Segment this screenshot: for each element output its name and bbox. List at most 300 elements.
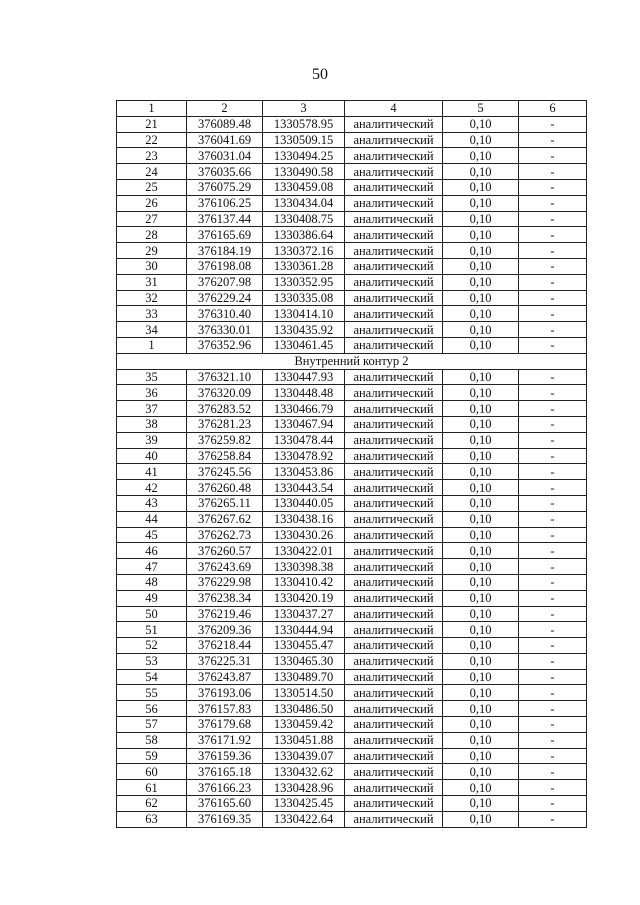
method-cell: аналитический [345,227,443,243]
table-row [117,732,587,748]
point-number-cell: 24 [117,164,187,180]
y-coordinate-cell: 1330459.08 [263,179,345,195]
y-coordinate-cell: 1330451.88 [263,732,345,748]
table-row [117,211,587,227]
section-header-body [117,353,587,369]
method-cell: аналитический [345,448,443,464]
table-row [117,622,587,638]
y-coordinate-cell: 1330486.50 [263,701,345,717]
accuracy-cell: 0,10 [443,243,519,259]
method-cell: аналитический [345,337,443,353]
x-coordinate-cell: 376171.92 [187,732,263,748]
table-row [117,701,587,717]
table-row [117,543,587,559]
point-number-cell: 51 [117,622,187,638]
x-coordinate-cell: 376267.62 [187,511,263,527]
note-cell: - [519,179,587,195]
accuracy-cell: 0,10 [443,432,519,448]
x-coordinate-cell: 376207.98 [187,274,263,290]
y-coordinate-cell: 1330478.92 [263,448,345,464]
point-number-cell: 23 [117,148,187,164]
note-cell: - [519,448,587,464]
accuracy-cell: 0,10 [443,258,519,274]
y-coordinate-cell: 1330466.79 [263,401,345,417]
method-cell: аналитический [345,274,443,290]
coordinates-table [116,100,587,828]
table-row [117,811,587,827]
method-cell: аналитический [345,179,443,195]
note-cell: - [519,385,587,401]
y-coordinate-cell: 1330490.58 [263,164,345,180]
table-row [117,116,587,132]
table-row [117,416,587,432]
note-cell: - [519,669,587,685]
table-row [117,195,587,211]
point-number-cell: 53 [117,653,187,669]
method-cell: аналитический [345,796,443,812]
y-coordinate-cell: 1330335.08 [263,290,345,306]
method-cell: аналитический [345,559,443,575]
point-number-cell: 30 [117,258,187,274]
header-cell: 4 [345,101,443,117]
y-coordinate-cell: 1330352.95 [263,274,345,290]
y-coordinate-cell: 1330453.86 [263,464,345,480]
section-row [117,353,587,369]
method-cell: аналитический [345,685,443,701]
table-row [117,243,587,259]
note-cell: - [519,495,587,511]
note-cell: - [519,464,587,480]
point-number-cell: 54 [117,669,187,685]
point-number-cell: 1 [117,337,187,353]
x-coordinate-cell: 376179.68 [187,717,263,733]
x-coordinate-cell: 376229.98 [187,574,263,590]
table-row [117,132,587,148]
x-coordinate-cell: 376281.23 [187,416,263,432]
y-coordinate-cell: 1330361.28 [263,258,345,274]
x-coordinate-cell: 376245.56 [187,464,263,480]
point-number-cell: 59 [117,748,187,764]
method-cell: аналитический [345,195,443,211]
x-coordinate-cell: 376137.44 [187,211,263,227]
x-coordinate-cell: 376165.69 [187,227,263,243]
y-coordinate-cell: 1330439.07 [263,748,345,764]
x-coordinate-cell: 376243.69 [187,559,263,575]
x-coordinate-cell: 376283.52 [187,401,263,417]
point-number-cell: 47 [117,559,187,575]
note-cell: - [519,306,587,322]
point-number-cell: 36 [117,385,187,401]
note-cell: - [519,132,587,148]
point-number-cell: 45 [117,527,187,543]
y-coordinate-cell: 1330455.47 [263,638,345,654]
note-cell: - [519,432,587,448]
y-coordinate-cell: 1330430.26 [263,527,345,543]
y-coordinate-cell: 1330408.75 [263,211,345,227]
accuracy-cell: 0,10 [443,306,519,322]
accuracy-cell: 0,10 [443,543,519,559]
table-row [117,306,587,322]
table-row [117,606,587,622]
point-number-cell: 41 [117,464,187,480]
point-number-cell: 33 [117,306,187,322]
note-cell: - [519,322,587,338]
x-coordinate-cell: 376259.82 [187,432,263,448]
y-coordinate-cell: 1330478.44 [263,432,345,448]
point-number-cell: 48 [117,574,187,590]
x-coordinate-cell: 376041.69 [187,132,263,148]
point-number-cell: 50 [117,606,187,622]
note-cell: - [519,622,587,638]
accuracy-cell: 0,10 [443,511,519,527]
point-number-cell: 28 [117,227,187,243]
method-cell: аналитический [345,306,443,322]
note-cell: - [519,811,587,827]
note-cell: - [519,527,587,543]
y-coordinate-cell: 1330372.16 [263,243,345,259]
note-cell: - [519,290,587,306]
accuracy-cell: 0,10 [443,480,519,496]
note-cell: - [519,211,587,227]
x-coordinate-cell: 376218.44 [187,638,263,654]
point-number-cell: 40 [117,448,187,464]
note-cell: - [519,243,587,259]
table-row [117,369,587,385]
x-coordinate-cell: 376262.73 [187,527,263,543]
point-number-cell: 63 [117,811,187,827]
x-coordinate-cell: 376169.35 [187,811,263,827]
header-cell: 6 [519,101,587,117]
x-coordinate-cell: 376184.19 [187,243,263,259]
point-number-cell: 37 [117,401,187,417]
point-number-cell: 26 [117,195,187,211]
table-row [117,148,587,164]
note-cell: - [519,701,587,717]
point-number-cell: 56 [117,701,187,717]
note-cell: - [519,590,587,606]
table-row [117,322,587,338]
x-coordinate-cell: 376330.01 [187,322,263,338]
x-coordinate-cell: 376243.87 [187,669,263,685]
accuracy-cell: 0,10 [443,732,519,748]
method-cell: аналитический [345,590,443,606]
method-cell: аналитический [345,669,443,685]
method-cell: аналитический [345,511,443,527]
accuracy-cell: 0,10 [443,669,519,685]
section-title: Внутренний контур 2 [117,353,587,369]
method-cell: аналитический [345,495,443,511]
y-coordinate-cell: 1330514.50 [263,685,345,701]
x-coordinate-cell: 376198.08 [187,258,263,274]
accuracy-cell: 0,10 [443,369,519,385]
header-cell: 3 [263,101,345,117]
x-coordinate-cell: 376031.04 [187,148,263,164]
header-cell: 2 [187,101,263,117]
y-coordinate-cell: 1330438.16 [263,511,345,527]
header-cell: 1 [117,101,187,117]
accuracy-cell: 0,10 [443,574,519,590]
accuracy-cell: 0,10 [443,701,519,717]
method-cell: аналитический [345,211,443,227]
x-coordinate-cell: 376260.57 [187,543,263,559]
method-cell: аналитический [345,243,443,259]
accuracy-cell: 0,10 [443,764,519,780]
accuracy-cell: 0,10 [443,717,519,733]
table-row [117,780,587,796]
point-number-cell: 46 [117,543,187,559]
x-coordinate-cell: 376310.40 [187,306,263,322]
page-number: 50 [312,66,328,83]
x-coordinate-cell: 376352.96 [187,337,263,353]
table-row [117,638,587,654]
x-coordinate-cell: 376265.11 [187,495,263,511]
accuracy-cell: 0,10 [443,179,519,195]
table-row [117,559,587,575]
y-coordinate-cell: 1330494.25 [263,148,345,164]
y-coordinate-cell: 1330422.01 [263,543,345,559]
y-coordinate-cell: 1330509.15 [263,132,345,148]
y-coordinate-cell: 1330444.94 [263,622,345,638]
header-cell: 5 [443,101,519,117]
table-row [117,432,587,448]
point-number-cell: 61 [117,780,187,796]
method-cell: аналитический [345,574,443,590]
y-coordinate-cell: 1330432.62 [263,764,345,780]
y-coordinate-cell: 1330434.04 [263,195,345,211]
point-number-cell: 62 [117,796,187,812]
accuracy-cell: 0,10 [443,227,519,243]
point-number-cell: 32 [117,290,187,306]
x-coordinate-cell: 376320.09 [187,385,263,401]
method-cell: аналитический [345,653,443,669]
method-cell: аналитический [345,164,443,180]
table-row [117,764,587,780]
note-cell: - [519,164,587,180]
x-coordinate-cell: 376229.24 [187,290,263,306]
y-coordinate-cell: 1330437.27 [263,606,345,622]
x-coordinate-cell: 376258.84 [187,448,263,464]
method-cell: аналитический [345,148,443,164]
y-coordinate-cell: 1330440.05 [263,495,345,511]
note-cell: - [519,717,587,733]
table-row [117,717,587,733]
point-number-cell: 21 [117,116,187,132]
y-coordinate-cell: 1330428.96 [263,780,345,796]
table-body-inner-contour-2 [117,369,587,827]
point-number-cell: 60 [117,764,187,780]
accuracy-cell: 0,10 [443,606,519,622]
method-cell: аналитический [345,290,443,306]
note-cell: - [519,369,587,385]
table-row [117,653,587,669]
method-cell: аналитический [345,622,443,638]
accuracy-cell: 0,10 [443,337,519,353]
method-cell: аналитический [345,258,443,274]
y-coordinate-cell: 1330435.92 [263,322,345,338]
accuracy-cell: 0,10 [443,811,519,827]
accuracy-cell: 0,10 [443,590,519,606]
accuracy-cell: 0,10 [443,638,519,654]
table-row [117,448,587,464]
table-row [117,337,587,353]
y-coordinate-cell: 1330459.42 [263,717,345,733]
method-cell: аналитический [345,432,443,448]
table-row [117,385,587,401]
accuracy-cell: 0,10 [443,195,519,211]
x-coordinate-cell: 376035.66 [187,164,263,180]
x-coordinate-cell: 376165.60 [187,796,263,812]
method-cell: аналитический [345,416,443,432]
note-cell: - [519,258,587,274]
accuracy-cell: 0,10 [443,796,519,812]
method-cell: аналитический [345,527,443,543]
table-row [117,401,587,417]
point-number-cell: 39 [117,432,187,448]
method-cell: аналитический [345,748,443,764]
note-cell: - [519,685,587,701]
note-cell: - [519,653,587,669]
x-coordinate-cell: 376106.25 [187,195,263,211]
x-coordinate-cell: 376075.29 [187,179,263,195]
point-number-cell: 42 [117,480,187,496]
x-coordinate-cell: 376225.31 [187,653,263,669]
table-row [117,796,587,812]
method-cell: аналитический [345,811,443,827]
method-cell: аналитический [345,369,443,385]
x-coordinate-cell: 376209.36 [187,622,263,638]
point-number-cell: 44 [117,511,187,527]
table-row [117,574,587,590]
table-row [117,495,587,511]
y-coordinate-cell: 1330467.94 [263,416,345,432]
note-cell: - [519,148,587,164]
table-row [117,227,587,243]
x-coordinate-cell: 376157.83 [187,701,263,717]
point-number-cell: 35 [117,369,187,385]
method-cell: аналитический [345,717,443,733]
table-row [117,685,587,701]
point-number-cell: 49 [117,590,187,606]
method-cell: аналитический [345,116,443,132]
x-coordinate-cell: 376165.18 [187,764,263,780]
note-cell: - [519,606,587,622]
note-cell: - [519,480,587,496]
point-number-cell: 22 [117,132,187,148]
accuracy-cell: 0,10 [443,290,519,306]
y-coordinate-cell: 1330420.19 [263,590,345,606]
method-cell: аналитический [345,780,443,796]
x-coordinate-cell: 376166.23 [187,780,263,796]
method-cell: аналитический [345,606,443,622]
y-coordinate-cell: 1330443.54 [263,480,345,496]
x-coordinate-cell: 376238.34 [187,590,263,606]
y-coordinate-cell: 1330578.95 [263,116,345,132]
accuracy-cell: 0,10 [443,653,519,669]
accuracy-cell: 0,10 [443,322,519,338]
point-number-cell: 52 [117,638,187,654]
method-cell: аналитический [345,543,443,559]
note-cell: - [519,401,587,417]
x-coordinate-cell: 376260.48 [187,480,263,496]
accuracy-cell: 0,10 [443,401,519,417]
table-row [117,511,587,527]
point-number-cell: 58 [117,732,187,748]
table-row [117,748,587,764]
method-cell: аналитический [345,764,443,780]
y-coordinate-cell: 1330465.30 [263,653,345,669]
note-cell: - [519,796,587,812]
accuracy-cell: 0,10 [443,622,519,638]
x-coordinate-cell: 376193.06 [187,685,263,701]
point-number-cell: 29 [117,243,187,259]
accuracy-cell: 0,10 [443,164,519,180]
x-coordinate-cell: 376089.48 [187,116,263,132]
method-cell: аналитический [345,385,443,401]
table-header [117,101,587,117]
note-cell: - [519,638,587,654]
table-row [117,527,587,543]
x-coordinate-cell: 376219.46 [187,606,263,622]
y-coordinate-cell: 1330410.42 [263,574,345,590]
method-cell: аналитический [345,401,443,417]
point-number-cell: 43 [117,495,187,511]
y-coordinate-cell: 1330489.70 [263,669,345,685]
accuracy-cell: 0,10 [443,132,519,148]
y-coordinate-cell: 1330398.38 [263,559,345,575]
method-cell: аналитический [345,638,443,654]
table-row [117,274,587,290]
point-number-cell: 55 [117,685,187,701]
accuracy-cell: 0,10 [443,527,519,543]
point-number-cell: 38 [117,416,187,432]
y-coordinate-cell: 1330425.45 [263,796,345,812]
table-row [117,258,587,274]
point-number-cell: 27 [117,211,187,227]
header-row [117,101,587,117]
accuracy-cell: 0,10 [443,385,519,401]
y-coordinate-cell: 1330386.64 [263,227,345,243]
method-cell: аналитический [345,322,443,338]
accuracy-cell: 0,10 [443,416,519,432]
table-row [117,179,587,195]
table-row [117,164,587,180]
method-cell: аналитический [345,464,443,480]
note-cell: - [519,195,587,211]
table-row [117,669,587,685]
point-number-cell: 57 [117,717,187,733]
method-cell: аналитический [345,480,443,496]
note-cell: - [519,764,587,780]
note-cell: - [519,116,587,132]
note-cell: - [519,732,587,748]
y-coordinate-cell: 1330422.64 [263,811,345,827]
note-cell: - [519,543,587,559]
method-cell: аналитический [345,701,443,717]
accuracy-cell: 0,10 [443,211,519,227]
accuracy-cell: 0,10 [443,448,519,464]
accuracy-cell: 0,10 [443,116,519,132]
accuracy-cell: 0,10 [443,495,519,511]
y-coordinate-cell: 1330461.45 [263,337,345,353]
note-cell: - [519,574,587,590]
note-cell: - [519,274,587,290]
note-cell: - [519,780,587,796]
accuracy-cell: 0,10 [443,148,519,164]
table-row [117,590,587,606]
x-coordinate-cell: 376321.10 [187,369,263,385]
table-row [117,290,587,306]
y-coordinate-cell: 1330414.10 [263,306,345,322]
